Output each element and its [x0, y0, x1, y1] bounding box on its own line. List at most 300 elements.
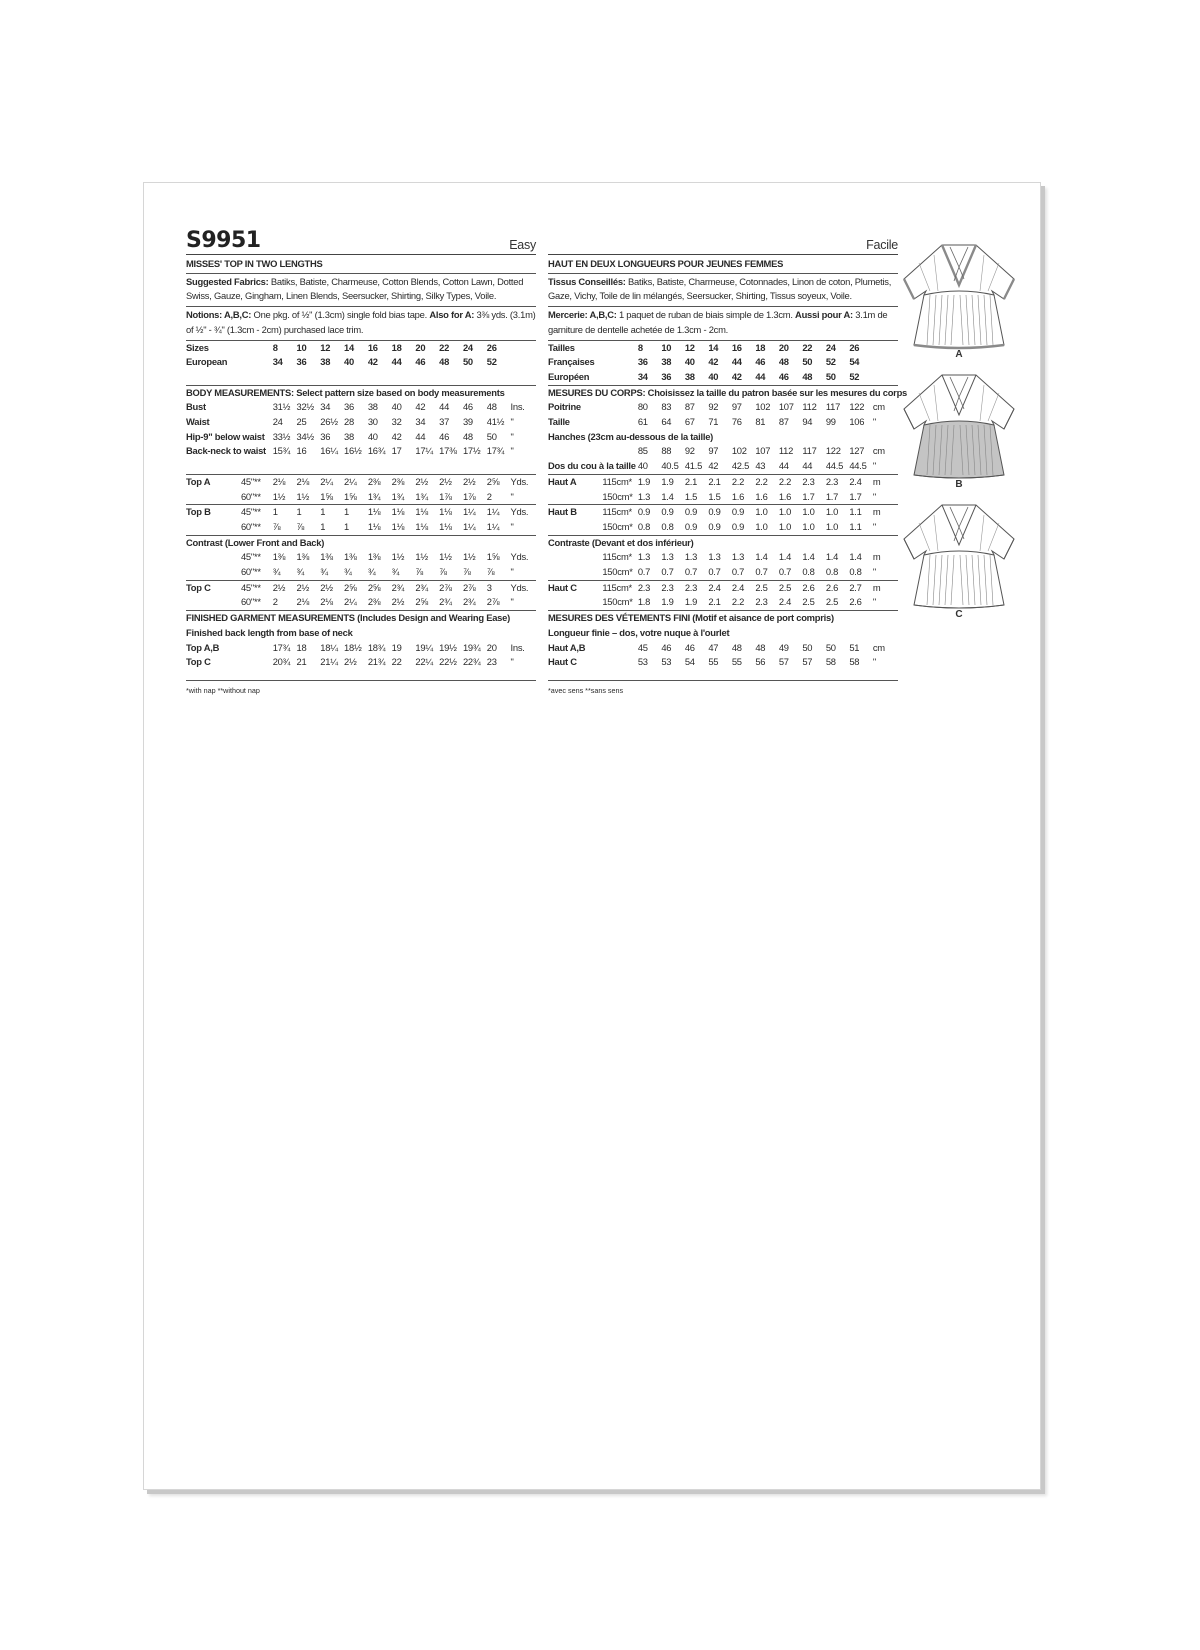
cell-value: 18 [296, 641, 307, 653]
cell-value: 106 [849, 416, 865, 428]
cell-value: 18 [391, 341, 402, 353]
table-row [548, 459, 898, 474]
fabric-width: 60"** [240, 490, 261, 502]
cell-value: 1.9 [661, 475, 674, 487]
unit: " [872, 566, 876, 578]
cell-value: 0.9 [684, 520, 698, 532]
cell-value: 50 [802, 356, 813, 368]
cell-value: 1½ [272, 490, 286, 502]
cell-value: 38 [344, 430, 354, 442]
cell-value: 2⅛ [296, 475, 310, 487]
table-row [548, 355, 898, 370]
cell-value: 48 [755, 641, 766, 653]
cell-value: 1 [320, 506, 326, 518]
cell-value: 56 [755, 656, 766, 668]
cell-value: 34 [272, 356, 283, 368]
cell-value: 1.5 [708, 490, 721, 502]
cell-value: 0.7 [661, 566, 674, 578]
table-row [548, 655, 898, 670]
cell-value: ⅞ [272, 520, 281, 532]
header [186, 228, 536, 255]
cell-value: 1⅛ [391, 506, 405, 518]
table-row [186, 520, 536, 535]
table-row [186, 400, 536, 415]
cell-value: 0.9 [637, 506, 651, 518]
unit: m [872, 506, 881, 518]
view-label: C [955, 609, 963, 620]
cell-value: 21 [296, 656, 307, 668]
cell-value: 117 [802, 445, 817, 457]
cell-value: 71 [708, 416, 719, 428]
section-heading: MESURES DES VÉTEMENTS FINI (Motif et aisance de port compris) [548, 612, 834, 624]
cell-value: 1.4 [755, 551, 768, 563]
cell-value: 34 [415, 416, 426, 428]
section-heading: Hanches (23cm au-dessous de la taille) [548, 430, 714, 442]
cell-value: 1.4 [802, 551, 815, 563]
notions [548, 307, 898, 340]
unit: cm [872, 401, 885, 413]
table-row [186, 355, 536, 370]
row-label [186, 490, 241, 505]
cell-value: 42 [367, 356, 378, 368]
cell-value: 42 [731, 370, 742, 382]
fabric-width: 150cm* [602, 566, 633, 578]
cell-value: 1.9 [684, 596, 698, 608]
cell-value: 24 [272, 416, 283, 428]
cell-value: 42 [708, 460, 719, 472]
cell-value: 2¼ [320, 475, 333, 487]
cell-value: 46 [755, 356, 766, 368]
french-column [548, 228, 908, 699]
cell-value: 19½ [439, 641, 457, 653]
fabric-width: 45"** [240, 475, 261, 487]
cell-value: 1⅜ [320, 551, 333, 563]
row-label [548, 490, 602, 505]
cell-value: 1.3 [661, 551, 674, 563]
cell-value: 0.9 [684, 506, 698, 518]
cell-value: 1½ [415, 551, 428, 563]
cell-value: 51 [849, 641, 860, 653]
cell-value: 43 [755, 460, 766, 472]
cell-value: 16¾ [367, 445, 386, 457]
cell-value: 54 [684, 656, 695, 668]
cell-value: 18½ [344, 641, 362, 653]
cell-value: 1.3 [708, 551, 721, 563]
cell-value: 2⅛ [296, 596, 310, 608]
fabric-width: 60"** [240, 596, 261, 608]
cell-value: 2.2 [778, 475, 792, 487]
row-label: Haut A [548, 475, 577, 487]
unit: " [872, 656, 876, 668]
cell-value: 1¾ [415, 490, 428, 502]
cell-value: 92 [684, 445, 695, 457]
cell-value: ¾ [320, 566, 328, 578]
cell-value: 44 [731, 356, 742, 368]
cell-value: 1 [344, 520, 350, 532]
cell-value: 33½ [272, 430, 291, 442]
cell-value: 37 [439, 416, 450, 428]
unit [511, 355, 536, 370]
cell-value: 1⅝ [486, 551, 500, 563]
cell-value: 1½ [391, 551, 405, 563]
cell-value: 0.7 [731, 566, 745, 578]
cell-value: 2.4 [778, 596, 792, 608]
fabrics-label: Suggested Fabrics: [186, 275, 269, 287]
fabric-width: 60"** [240, 566, 261, 578]
cell-value: 16 [731, 341, 742, 353]
cell-value: ⅞ [415, 566, 423, 578]
cell-value: 21¾ [367, 656, 386, 668]
cell-value: 16¼ [320, 445, 338, 457]
cell-value: 2¾ [415, 581, 428, 593]
cell-value: 2¾ [391, 581, 405, 593]
header [548, 228, 898, 255]
cell-value: 1½ [296, 490, 310, 502]
table-row [548, 444, 898, 459]
row-label: European [186, 356, 228, 368]
cell-value: 1.4 [825, 551, 839, 563]
cell-value: 21¼ [320, 656, 338, 668]
cell-value: 50 [462, 356, 473, 368]
cell-value: 2½ [320, 581, 333, 593]
cell-value: 102 [755, 401, 771, 413]
cell-value: 22½ [439, 656, 457, 668]
section-heading: Longueur finie – dos, votre nuque à l'ourlet [548, 626, 730, 638]
view-c-illustration [894, 493, 1024, 623]
unit: " [872, 520, 876, 532]
cell-value: 44 [391, 356, 402, 368]
cell-value: 16½ [344, 445, 362, 457]
cell-value: 44 [755, 370, 766, 382]
cell-value: ¾ [272, 566, 281, 578]
suggested-fabrics [548, 274, 898, 307]
cell-value: 0.9 [731, 506, 745, 518]
unit: Yds. [510, 581, 529, 593]
cell-value: 2 [486, 490, 492, 502]
row-label [548, 550, 602, 565]
cell-value: 24 [825, 341, 836, 353]
fabric-width: 45"** [240, 506, 261, 518]
cell-value: 2.3 [825, 475, 839, 487]
cell-value: 0.9 [731, 520, 745, 532]
cell-value: 94 [802, 416, 813, 428]
cell-value: 46 [462, 401, 473, 413]
section-heading: Finished back length from base of neck [186, 626, 353, 638]
cell-value: 2.2 [755, 475, 768, 487]
cell-value: 0.8 [825, 566, 839, 578]
cell-value: 22¼ [415, 656, 433, 668]
cell-value: 44.5 [825, 460, 844, 472]
cell-value: 44 [778, 460, 789, 472]
cell-value: 2⅜ [367, 475, 381, 487]
cell-value: 1.1 [849, 520, 862, 532]
table-row [186, 550, 536, 565]
table-row [548, 415, 898, 430]
cell-value: 38 [367, 401, 378, 413]
cell-value: 112 [778, 445, 794, 457]
cell-value: 1⅝ [344, 490, 357, 502]
cell-value: 0.7 [637, 566, 651, 578]
cell-value: 20 [778, 341, 789, 353]
unit: " [510, 490, 514, 502]
cell-value: 2⅞ [439, 581, 452, 593]
unit: " [510, 596, 514, 608]
cell-value: 1⅛ [367, 520, 381, 532]
cell-value: 1¼ [462, 506, 476, 518]
cell-value: 2½ [462, 475, 476, 487]
cell-value: 1 [272, 506, 278, 518]
cell-value: 58 [825, 656, 836, 668]
table-row [186, 341, 536, 356]
cell-value: 36 [637, 356, 648, 368]
cell-value: 38 [320, 356, 331, 368]
cell-value: 17¾ [486, 445, 505, 457]
table-row [548, 341, 898, 356]
cell-value: 19¾ [462, 641, 481, 653]
cell-value: 8 [637, 341, 643, 353]
cell-value: 1 [344, 506, 350, 518]
cell-value: 2.5 [825, 596, 839, 608]
row-label: Dos du cou à la taille [548, 460, 636, 472]
cell-value: ⅞ [439, 566, 447, 578]
cell-value: 2.1 [684, 475, 698, 487]
cell-value: 76 [731, 416, 742, 428]
cell-value: 42 [708, 356, 719, 368]
cell-value: 1⅜ [272, 551, 286, 563]
cell-value: 32½ [296, 401, 314, 413]
table-row [548, 565, 898, 580]
cell-value: ⅞ [486, 566, 495, 578]
fabric-width: 45"** [240, 581, 261, 593]
cell-value: 20 [486, 641, 497, 653]
cell-value: 26 [849, 341, 860, 353]
cell-value: 23 [486, 656, 497, 668]
cell-value: 1⅛ [415, 520, 428, 532]
cell-value: 1.9 [661, 596, 674, 608]
measurement-tables [186, 341, 536, 670]
cell-value: 1⅞ [439, 490, 452, 502]
unit [511, 341, 536, 356]
cell-value: 46 [415, 356, 426, 368]
cell-value: 67 [684, 416, 695, 428]
unit: m [872, 581, 881, 593]
cell-value: 97 [731, 401, 742, 413]
cell-value: ¾ [367, 566, 376, 578]
row-label: Haut C [548, 656, 577, 668]
cell-value: 1.3 [637, 490, 651, 502]
cell-value: 57 [802, 656, 813, 668]
cell-value: 0.7 [778, 566, 792, 578]
cell-value: 34 [637, 370, 648, 382]
cell-value: 1⅜ [296, 551, 310, 563]
row-label [186, 565, 241, 580]
cell-value: 14 [344, 341, 354, 353]
notions-text: One pkg. of ½" (1.3cm) single fold bias tape. [251, 309, 430, 321]
cell-value: 2.6 [849, 596, 862, 608]
cell-value: 2.7 [849, 581, 862, 593]
fabric-width: 115cm* [602, 475, 632, 487]
cell-value: 2.6 [802, 581, 815, 593]
cell-value: 46 [684, 641, 695, 653]
fabric-width: 150cm* [602, 490, 633, 502]
cell-value: 61 [637, 416, 648, 428]
cell-value: 80 [637, 401, 648, 413]
cell-value: 2.5 [755, 581, 768, 593]
cell-value: 102 [731, 445, 747, 457]
notions-also-label: Aussi pour A: [795, 309, 853, 321]
cell-value: 15¾ [272, 445, 291, 457]
cell-value: 25 [296, 416, 307, 428]
cell-value: 34 [320, 401, 331, 413]
cell-value: 39 [462, 416, 473, 428]
cell-value: 16 [367, 341, 378, 353]
cell-value: 17½ [462, 445, 481, 457]
fabric-width: 60"** [240, 520, 261, 532]
row-label: Haut C [548, 581, 577, 593]
cell-value: 53 [661, 656, 672, 668]
section-heading: Contrast (Lower Front and Back) [186, 536, 325, 548]
table-row [186, 595, 536, 610]
cell-value: 1.6 [731, 490, 745, 502]
cell-value: 2⅛ [272, 475, 286, 487]
cell-value: 44 [802, 460, 813, 472]
cell-value: 36 [661, 370, 672, 382]
table-row [186, 474, 536, 489]
cell-value: 16 [296, 445, 307, 457]
cell-value: 1.3 [637, 551, 651, 563]
difficulty-level: Facile [866, 238, 898, 252]
footnote: *with nap **without nap [186, 680, 536, 699]
cell-value: 2⅜ [391, 475, 405, 487]
cell-value: 19 [391, 641, 402, 653]
cell-value: ¾ [344, 566, 352, 578]
cell-value: 2¾ [462, 596, 476, 608]
section-heading: MESURES DU CORPS: Choisissez la taille du patron basée sur les mesures du corps [548, 386, 908, 398]
cell-value: ¾ [391, 566, 400, 578]
cell-value: 87 [684, 401, 695, 413]
cell-value: 26 [486, 341, 497, 353]
cell-value: 48 [778, 356, 789, 368]
cell-value: 117 [825, 401, 841, 413]
cell-value: 48 [802, 370, 813, 382]
cell-value: 2.6 [825, 581, 839, 593]
cell-value: 1.0 [825, 520, 839, 532]
cell-value: 1⅛ [367, 506, 381, 518]
cell-value: 2⅝ [344, 581, 357, 593]
unit: " [872, 460, 876, 472]
cell-value: 54 [849, 356, 860, 368]
suggested-fabrics [186, 274, 536, 307]
table-row [548, 400, 898, 415]
cell-value: 12 [684, 341, 695, 353]
notions [186, 307, 536, 340]
cell-value: 107 [755, 445, 771, 457]
cell-value: 40.5 [661, 460, 679, 472]
cell-value: 10 [296, 341, 307, 353]
row-label: Top A,B [186, 641, 220, 653]
row-label: Top C [186, 581, 211, 593]
table-row [186, 505, 536, 520]
cell-value: 0.8 [849, 566, 862, 578]
unit: " [872, 416, 876, 428]
cell-value: 1.0 [778, 506, 792, 518]
table-row [186, 444, 536, 459]
unit: Yds. [510, 506, 529, 518]
notions-also-label: Also for A: [429, 309, 475, 321]
table-row [548, 490, 898, 505]
cell-value: 17⅜ [439, 445, 457, 457]
cell-value: 40 [367, 430, 378, 442]
cell-value: 38 [661, 356, 672, 368]
cell-value: 40 [708, 370, 719, 382]
cell-value: 46 [778, 370, 789, 382]
cell-value: 0.7 [708, 566, 721, 578]
unit: " [510, 656, 514, 668]
cell-value: 2.3 [661, 581, 674, 593]
cell-value: 0.8 [661, 520, 674, 532]
row-label: Back-neck to waist [186, 445, 266, 457]
fabrics-label: Tissus Conseillés: [548, 275, 626, 287]
cell-value: 2.1 [708, 596, 721, 608]
table-row [186, 641, 536, 656]
cell-value: 22 [439, 341, 450, 353]
cell-value: 1.1 [849, 506, 862, 518]
cell-value: 2.5 [802, 596, 815, 608]
cell-value: 8 [272, 341, 278, 353]
unit: " [510, 430, 514, 442]
cell-value: 38 [684, 370, 695, 382]
cell-value: 47 [708, 641, 719, 653]
fabric-width: 45"** [240, 551, 261, 563]
cell-value: 1⅞ [462, 490, 476, 502]
cell-value: 87 [778, 416, 789, 428]
cell-value: 83 [661, 401, 672, 413]
cell-value: 1.0 [802, 520, 815, 532]
cell-value: 1.0 [778, 520, 792, 532]
footnote: *avec sens **sans sens [548, 680, 898, 699]
row-label: Sizes [186, 341, 209, 353]
cell-value: 36 [344, 401, 354, 413]
table-row [186, 655, 536, 670]
cell-value: 1.0 [825, 506, 839, 518]
cell-value: 3 [486, 581, 492, 593]
cell-value: 107 [778, 401, 794, 413]
cell-value: 2⅝ [415, 596, 428, 608]
cell-value: 44 [439, 401, 450, 413]
fabric-width: 115cm* [602, 551, 632, 563]
cell-value: 1.6 [755, 490, 768, 502]
cell-value: 81 [755, 416, 766, 428]
pattern-title: MISSES' TOP IN TWO LENGTHS [186, 255, 536, 274]
section-heading: BODY MEASUREMENTS: Select pattern size based on body measurements [186, 386, 505, 398]
cell-value: 97 [708, 445, 719, 457]
cell-value: 2.3 [637, 581, 651, 593]
table-row [548, 641, 898, 656]
cell-value: 20 [415, 341, 426, 353]
cell-value: 2.4 [731, 581, 745, 593]
cell-value: 20¾ [272, 656, 291, 668]
cell-value: 48 [462, 430, 473, 442]
cell-value: 1.3 [684, 551, 698, 563]
unit: " [510, 445, 514, 457]
view-label: B [955, 479, 963, 490]
view-illustrations [894, 233, 1024, 623]
unit: cm [872, 641, 885, 653]
cell-value: 0.8 [637, 520, 651, 532]
cell-value: 1.7 [802, 490, 815, 502]
row-label [548, 520, 602, 535]
cell-value: 2.4 [849, 475, 862, 487]
